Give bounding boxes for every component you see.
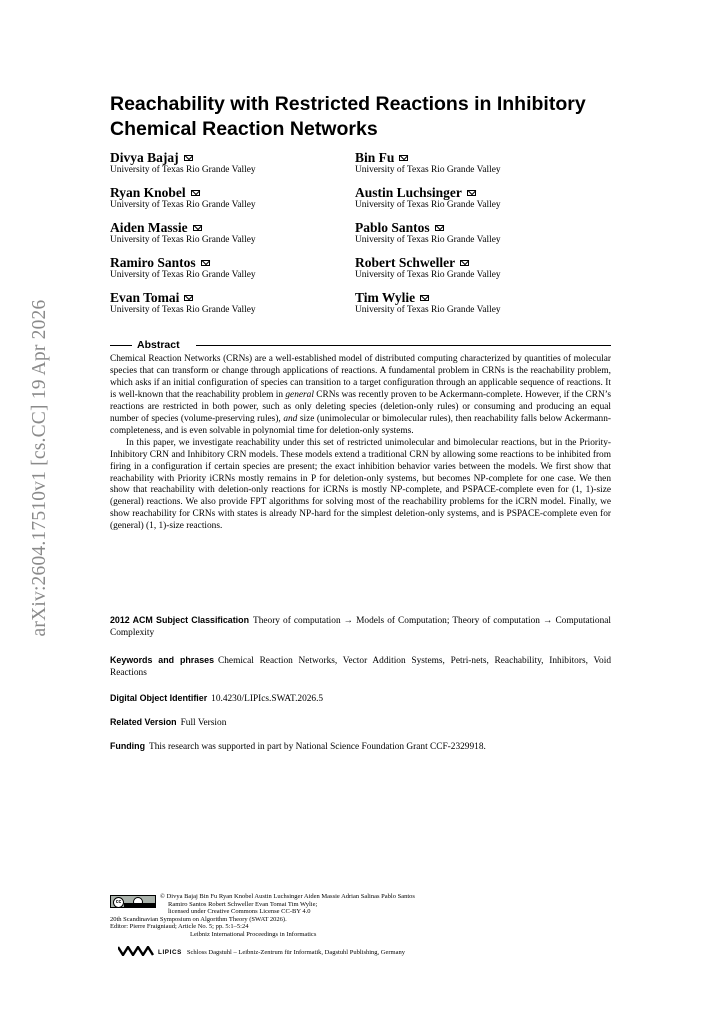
email-icon[interactable] bbox=[460, 260, 469, 266]
author-block bbox=[110, 290, 350, 316]
abstract-heading-label: Abstract bbox=[137, 339, 180, 351]
author-name: Divya Bajaj bbox=[110, 150, 179, 165]
author-name: Ramiro Santos bbox=[110, 255, 196, 270]
email-icon[interactable] bbox=[420, 295, 429, 301]
author-affiliation: University of Texas Rio Grande Valley bbox=[110, 235, 256, 245]
abstract-body bbox=[110, 354, 611, 533]
funding-value: This research was supported in part by National Science Foundation Grant CCF-2329918. bbox=[149, 742, 486, 752]
related-link[interactable]: Full Version bbox=[180, 718, 227, 728]
author-name: Evan Tomai bbox=[110, 290, 180, 305]
author-affiliation: University of Texas Rio Grande Valley bbox=[110, 305, 256, 315]
author-name: Tim Wylie bbox=[355, 290, 416, 305]
author-block bbox=[110, 255, 350, 281]
keywords-value: Chemical Reaction Networks, Vector Addition Systems, Petri-nets, Reachability, Inhibitors, Void Reactions bbox=[110, 656, 611, 678]
copyright-line: Ramiro Santos Robert Schweller Evan Tomai Tim Wylie; bbox=[168, 900, 318, 908]
author-affiliation: University of Texas Rio Grande Valley bbox=[355, 235, 501, 245]
related-label: Related Version bbox=[110, 717, 177, 727]
cc-icon: cc bbox=[113, 897, 124, 908]
paper-title: Reachability with Restricted Reactions in Inhibitory Chemical Reaction Networks bbox=[110, 93, 586, 140]
copyright-line: © Divya Bajaj Bin Fu Ryan Knobel Austin Luchsinger Aiden Massie Adrian Salinas Pablo Santos bbox=[160, 893, 415, 900]
author-affiliation: University of Texas Rio Grande Valley bbox=[355, 200, 501, 210]
badge-bar bbox=[124, 903, 155, 907]
email-icon[interactable] bbox=[201, 260, 210, 266]
lipics-logo-icon bbox=[118, 946, 154, 956]
conference-line: 20th Scandinavian Symposium on Algorithm Theory (SWAT 2026). bbox=[110, 915, 287, 923]
acm-classification bbox=[110, 615, 611, 640]
publisher-text: Schloss Dagstuhl – Leibniz-Zentrum für Informatik, Dagstuhl Publishing, Germany bbox=[186, 949, 405, 956]
author-block bbox=[355, 220, 595, 246]
author-name: Robert Schweller bbox=[355, 255, 456, 270]
email-icon[interactable] bbox=[191, 190, 200, 196]
publisher-line bbox=[158, 949, 405, 957]
author-affiliation: University of Texas Rio Grande Valley bbox=[110, 270, 256, 280]
author-block bbox=[355, 150, 595, 176]
doi bbox=[110, 693, 611, 706]
email-icon[interactable] bbox=[184, 155, 193, 161]
author-block bbox=[110, 150, 350, 176]
related-version bbox=[110, 717, 611, 730]
author-name: Aiden Massie bbox=[110, 220, 188, 235]
cc-by-badge[interactable] bbox=[110, 895, 156, 908]
doi-label: Digital Object Identifier bbox=[110, 693, 208, 703]
author-name: Bin Fu bbox=[355, 150, 395, 165]
author-name: Ryan Knobel bbox=[110, 185, 186, 200]
abstract-heading bbox=[110, 339, 611, 351]
email-icon[interactable] bbox=[184, 295, 193, 301]
abstract-paragraph-2: In this paper, we investigate reachability under this set of restricted unimolecular and bimolecular reactions, but in the Priority-Inhibitory CRN and Inhibitory CRN models. These models extend a traditional CRN by allowing some reactions to be inhibited from firing in a configuration if certain species are present; the exact inhibition behavior varies between the models. We first show that reachability with Priority iCRNs mostly remains in P for deletion-only systems, but becomes NP-complete for one case. We then show that reachability with deletion-only reactions for iCRNs is mostly NP-complete, and PSPACE-complete even for (1, 1)-size (general) reactions. We also provide FPT algorithms for solving most of the reachability problems for the iCRN model. Finally, we show reachability for CRNs with states is already NP-hard for the simplest deletion-only systems, and is PSPACE-complete even for (general) (1, 1)-size reactions. bbox=[110, 437, 611, 532]
author-name: Pablo Santos bbox=[355, 220, 430, 235]
keywords-label: Keywords and phrases bbox=[110, 655, 215, 665]
author-affiliation: University of Texas Rio Grande Valley bbox=[355, 165, 501, 175]
series-line: Leibniz International Proceedings in Informatics bbox=[190, 931, 317, 938]
email-icon[interactable] bbox=[399, 155, 408, 161]
rule-right bbox=[196, 345, 611, 346]
author-block bbox=[355, 185, 595, 211]
funding-label: Funding bbox=[110, 741, 145, 751]
rule-left bbox=[110, 345, 132, 346]
lipics-name: LIPICS bbox=[158, 949, 182, 956]
funding bbox=[110, 741, 611, 754]
editor-line: Editor: Pierre Fraigniaud; Article No. 5; pp. 5:1–5:24 bbox=[110, 923, 249, 931]
doi-link[interactable]: 10.4230/LIPIcs.SWAT.2026.5 bbox=[211, 694, 324, 704]
keywords bbox=[110, 655, 611, 680]
abstract-paragraph-1: Chemical Reaction Networks (CRNs) are a well-established model of distributed computing characterized by quantities of molecular species that can transform or change through applications of reactions. A fundamental problem in CRNs is the reachability problem, which asks if an initial configuration of species can transition to a target configuration through an applicable sequence of reactions. It is well-known that the reachability problem in general CRNs was recently proven to be Ackermann-complete. However, if the CRN’s reactions are restricted in both power, such as only deleting species (deletion-only rules) or consuming and producing an equal number of species (volume-preserving rules), and size (unimolecular or bimolecular rules), then reachability falls below Ackermann-completeness, and is even solvable in polynomial time for deletion-only systems. bbox=[110, 354, 611, 436]
author-affiliation: University of Texas Rio Grande Valley bbox=[355, 305, 501, 315]
author-affiliation: University of Texas Rio Grande Valley bbox=[355, 270, 501, 280]
acm-label: 2012 ACM Subject Classification bbox=[110, 615, 249, 625]
author-block bbox=[355, 255, 595, 281]
arxiv-stamp-text: arXiv:2604.17510v1 [cs.CC] 19 Apr 2026 bbox=[29, 299, 50, 637]
arxiv-stamp bbox=[20, 298, 60, 638]
email-icon[interactable] bbox=[435, 225, 444, 231]
acm-value: Theory of computation → Models of Computation; Theory of computation → Computational Complexity bbox=[110, 616, 611, 638]
author-name: Austin Luchsinger bbox=[355, 185, 462, 200]
email-icon[interactable] bbox=[193, 225, 202, 231]
author-block bbox=[355, 290, 595, 316]
author-affiliation: University of Texas Rio Grande Valley bbox=[110, 165, 256, 175]
author-block bbox=[110, 185, 350, 211]
email-icon[interactable] bbox=[467, 190, 476, 196]
author-block bbox=[110, 220, 350, 246]
author-affiliation: University of Texas Rio Grande Valley bbox=[110, 200, 256, 210]
license-line[interactable]: licensed under Creative Commons License CC-BY 4.0 bbox=[168, 908, 311, 916]
